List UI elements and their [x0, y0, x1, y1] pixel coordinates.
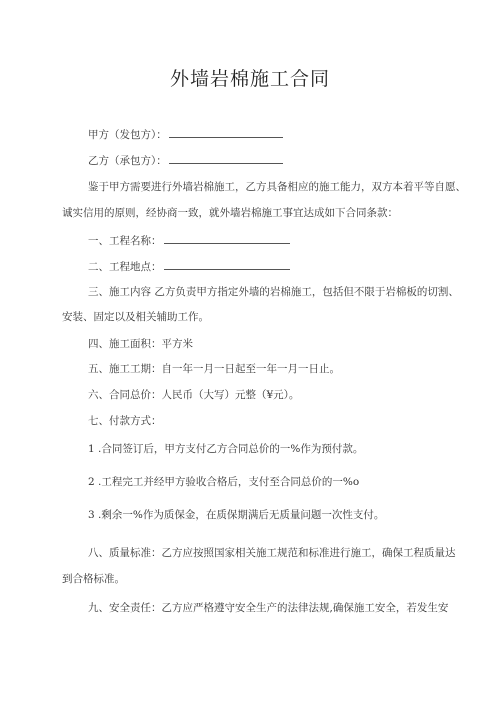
payment-item-3: 3 .剩余一%作为质保金，在质保期满后无质量问题一次性支付。 [88, 509, 385, 521]
price-line: 六、合同总价：人民币（大写）元整（¥元）。 [88, 389, 300, 401]
payment-heading: 七、付款方式： [88, 415, 162, 427]
payment-item-2: 2 .工程完工并经甲方验收合格后，支付至合同总价的一%o [88, 476, 360, 488]
payment-item-1: 1 .合同签订后，甲方支付乙方合同总价的一%作为预付款。 [88, 443, 364, 455]
quality-line-1: 八、质量标准：乙方应按照国家相关施工规范和标准进行施工，确保工程质量达 [88, 547, 456, 559]
party-b-blank [169, 153, 283, 164]
content-line-1: 三、施工内容 乙方负责甲方指定外墙的岩棉施工，包括但不限于岩棉板的切割、 [88, 286, 459, 298]
quality-line-2: 到合格标准。 [62, 573, 125, 585]
project-site-blank [164, 259, 290, 270]
party-b-label: 乙方（承包方）： [88, 155, 167, 167]
party-a-label: 甲方（发包方）： [88, 129, 167, 141]
party-a-line [88, 127, 488, 142]
party-b-line [88, 153, 488, 168]
period-line: 五、施工工期：自一年一月一日起至一年一月一日止。 [88, 363, 340, 375]
party-a-blank [169, 127, 283, 138]
project-name-blank [164, 233, 290, 244]
preamble-line-2: 诚实信用的原则，经协商一致，就外墙岩棉施工事宜达成如下合同条款： [62, 207, 398, 219]
project-site-label: 二、工程地点： [88, 261, 162, 273]
document-title: 外墙岩棉施工合同 [169, 68, 330, 90]
project-name-label: 一、工程名称： [88, 235, 162, 247]
content-line-2: 安装、固定以及相关辅助工作。 [62, 311, 209, 323]
project-name-line [88, 233, 488, 248]
safety-line-1: 九、安全责任：乙方应严格遵守安全生产的法律法规,确保施工安全，若发生安 [88, 602, 449, 614]
area-line: 四、施工面积：平方米 [88, 338, 193, 350]
project-site-line [88, 259, 488, 274]
preamble-line-1: 鉴于甲方需要进行外墙岩棉施工，乙方具备相应的施工能力，双方本着平等自愿、 [88, 181, 466, 193]
